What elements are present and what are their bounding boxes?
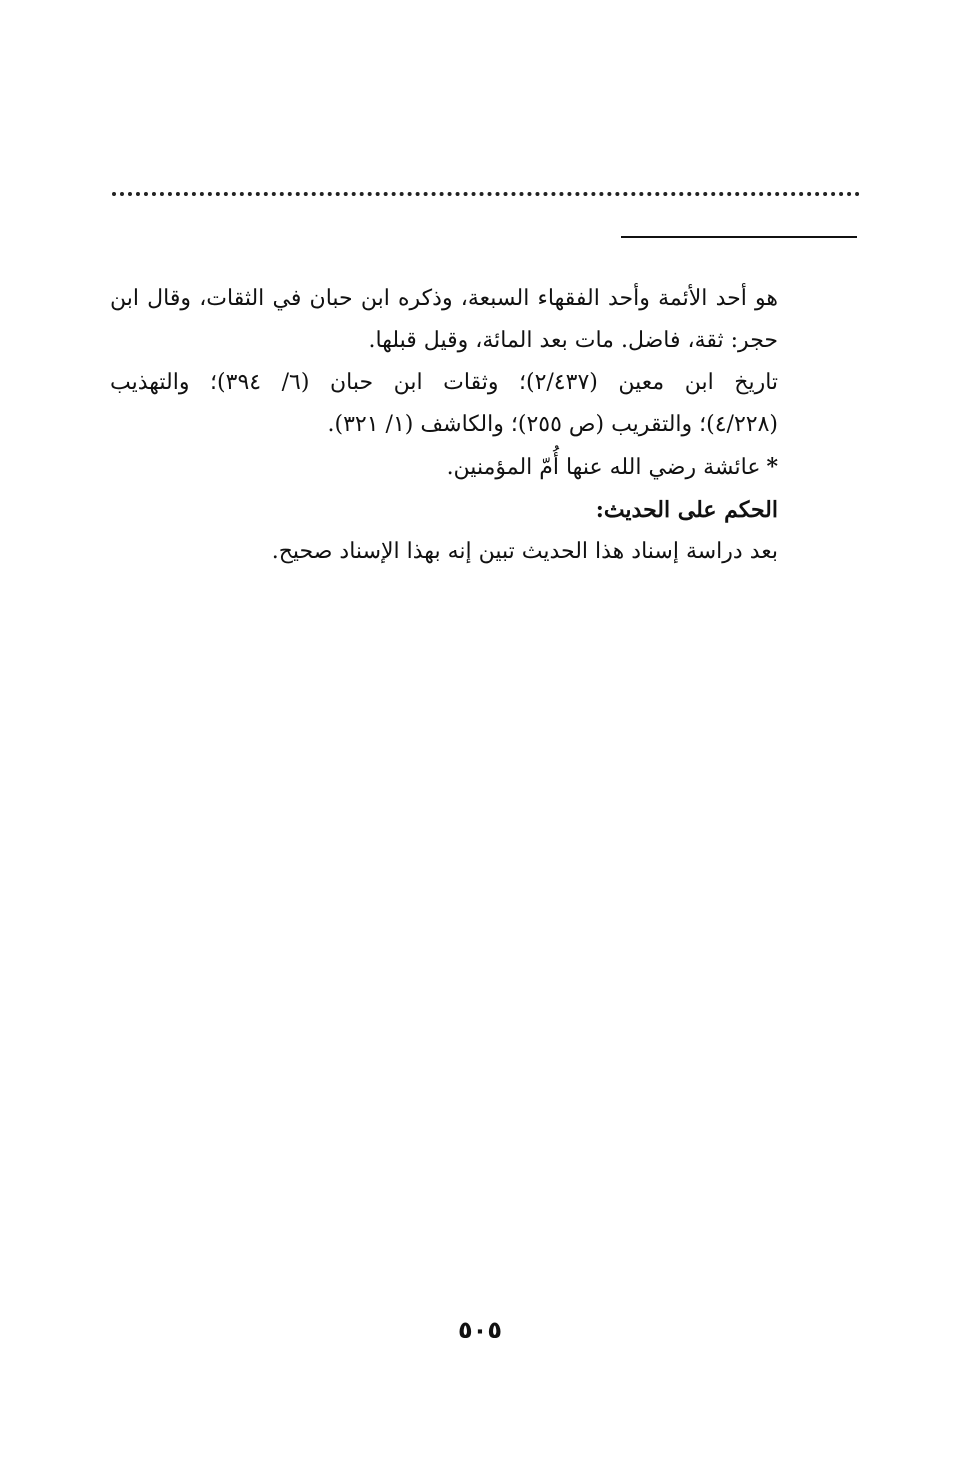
- sources-line-1: تاريخ ابن معين (٢/٤٣٧)؛ وثقات ابن حبان (٦/ ٣٩٤)؛ والتهذيب: [110, 370, 778, 395]
- dotted-separator: [112, 192, 860, 206]
- narrator-entry: [110, 446, 778, 489]
- footnote-rule: [621, 236, 857, 238]
- page-number: ٥٠٥: [458, 1316, 502, 1344]
- biography-line-1: هو أحد الأئمة وأحد الفقهاء السبعة، وذكره ابن حبان في الثقات، وقال ابن: [110, 286, 778, 311]
- sources-line-2: (٤/٢٢٨)؛ والتقريب (ص ٢٥٥)؛ والكاشف (١/ ٣٢١).: [327, 412, 778, 437]
- ruling-heading: الحكم على الحديث:: [595, 497, 778, 523]
- asterisk-bullet: *: [766, 454, 778, 480]
- document-body: [110, 278, 778, 573]
- ruling-text: بعد دراسة إسناد هذا الحديث تبين إنه بهذا الإسناد صحيح.: [271, 539, 778, 564]
- biography-line-2: حجر: ثقة، فاضل. مات بعد المائة، وقيل قبلها.: [368, 328, 778, 353]
- narrator-entry-text: عائشة رضي الله عنها أُمّ المؤمنين.: [446, 455, 761, 480]
